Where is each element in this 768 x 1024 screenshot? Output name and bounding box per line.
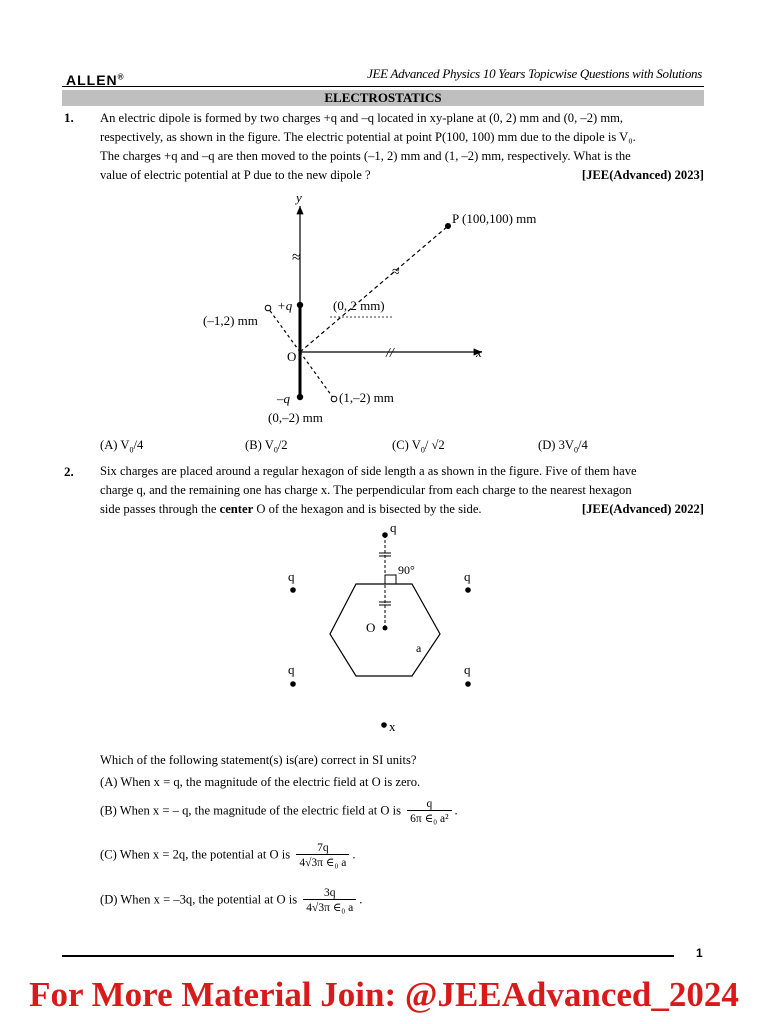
header-title: JEE Advanced Physics 10 Years Topicwise Questions with Solutions [367,66,702,81]
x-charge-label: x [389,719,396,734]
charge-top-left [290,587,296,593]
q1-line: value of electric potential at P due to the new dipole ? [100,168,371,182]
q-label: q [288,569,295,584]
q2-option-a: (A) When x = q, the magnitude of the electric field at O is zero. [100,775,421,789]
charge-bottom-x [381,722,387,728]
fraction-d: $\frac{3q}{\text{4√3π ∈₀ a}}$ [303,887,356,914]
q1-option-c: (C) $V_0/$ √2 [392,438,445,455]
q1-number: 1. [64,110,74,125]
origin-label: O [287,349,297,364]
q2-line: charge q, and the remaining one has charge x. The perpendicular from each charge to the nearest hexagon [100,483,632,497]
q1-line: The charges +q and –q are then moved to the points (–1, 2) mm and (1, –2) mm, respectively. What is the [100,149,631,163]
x-axis-label: x [476,345,482,360]
plus-position-label: (0, 2 mm) [333,298,385,313]
allen-logo: ALLEN® [66,72,124,88]
q2-option-b: (B) When x = – q, the magnitude of the electric field at O is $\frac{q}{\text{6π ∈₀ a²}}$ . [100,798,458,825]
q2-question: Which of the following statement(s) is(are) correct in SI units? [100,753,417,767]
charge-bottom-left [290,681,296,687]
q2-tag: [JEE(Advanced) 2022] [581,502,704,516]
right-angle-mark [385,575,396,584]
x-break-mark: // [386,346,394,361]
q2-number: 2. [64,464,74,479]
center-label: O [366,620,376,635]
side-label: a [416,641,422,655]
page-number: 1 [696,946,703,960]
q2-option-c: (C) When x = 2q, the potential at O is $\frac{7q}{\text{4√3π ∈₀ a}}$ . [100,842,356,869]
fraction-b: $\frac{q}{\text{6π ∈₀ a²}}$ [407,798,451,825]
new-minus-label: (1,–2) mm [339,390,394,405]
q-label: q [288,662,295,677]
charge-top [382,532,388,538]
q2-option-d: (D) When x = –3q, the potential at O is $\frac{3q}{\text{4√3π ∈₀ a}}$ . [100,887,363,914]
q-label: q [464,569,471,584]
q1-option-d: (D) $3V_0/4$ [538,438,588,455]
charge-top-right [465,587,471,593]
new-plus-label: (–1,2) mm [203,313,258,328]
q1-option-b: (B) $V_0/2$ [245,438,288,455]
center-point [383,626,388,631]
minus-position-label: (0,–2) mm [268,410,323,425]
q1-line: respectively, as shown in the figure. The electric potential at point P(100, 100) mm due to the dipole is V₀. [100,130,636,144]
q2-line: Six charges are placed around a regular hexagon of side length a as shown in the figure. Five of them have [100,464,637,478]
plus-q-label: +q [277,298,293,313]
section-title: ELECTROSTATICS [62,90,704,106]
y-break-mark: ≈ [292,249,301,266]
q1-tag: [JEE(Advanced) 2023] [581,168,704,182]
q1-line: An electric dipole is formed by two charges +q and –q located in xy-plane at (0, 2) mm and (0, –2) mm, [100,111,624,125]
minus-q-label: –q [277,391,290,406]
footer-divider [62,955,674,957]
q-label: q [390,520,397,535]
q-label: q [464,662,471,677]
p-break-mark: ≈ [392,265,400,280]
promo-banner: For More Material Join: @JEEAdvanced_2024 [29,975,739,1014]
y-axis-label: y [296,190,302,205]
point-p-label: P (100,100) mm [452,211,537,226]
q2-last-line: side passes through the center O of the hexagon and is bisected by the side. [JEE(Advanced) 2022] [100,500,704,519]
charge-bottom-right [465,681,471,687]
q1-option-a: (A) $V_0/4$ [100,438,144,455]
fraction-c: $\frac{7q}{\text{4√3π ∈₀ a}}$ [296,842,349,869]
angle-label: 90° [398,563,415,577]
